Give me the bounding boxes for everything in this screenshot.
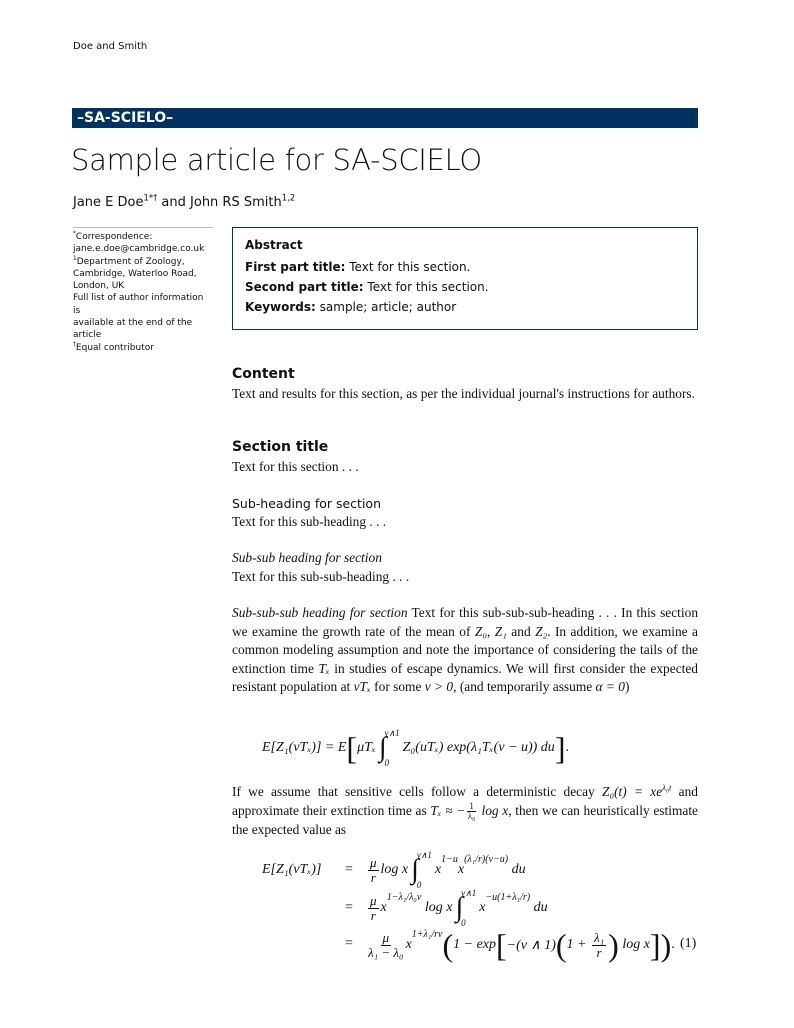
text: for some — [370, 679, 425, 695]
math: ) — [660, 927, 672, 963]
text: , then we can heuristically estimate the expected value as — [232, 802, 698, 838]
math: Z₀(t) = xe — [602, 784, 663, 799]
equation-1 — [262, 726, 569, 770]
note-line: London, UK — [73, 281, 125, 292]
math: ( — [555, 927, 567, 963]
note-mark: † — [73, 341, 76, 348]
author-2: John RS Smith — [190, 195, 282, 210]
abstract-text: Text for this section. — [363, 280, 489, 294]
math: r — [596, 944, 602, 960]
equation-number: (1) — [680, 936, 697, 951]
note-line: Correspondence: — [75, 232, 153, 242]
upper-limit: v∧1 — [461, 888, 477, 898]
math: . — [671, 937, 675, 952]
math: λ₀t — [662, 782, 672, 793]
math: [ — [346, 730, 358, 766]
math: −(v ∧ 1) — [506, 937, 556, 953]
text: ) — [625, 679, 630, 695]
math: x — [479, 900, 486, 915]
math: α = 0 — [595, 679, 626, 695]
math: μ — [370, 892, 377, 908]
math: r — [370, 907, 376, 923]
math: λ₁ — [594, 929, 605, 945]
math: Tₓ ≈ − — [430, 802, 466, 818]
equals: = — [345, 936, 353, 951]
math: log x — [421, 900, 453, 915]
abstract-heading: Abstract — [245, 238, 303, 252]
running-head: Doe and Smith — [73, 41, 148, 52]
text: , — [486, 623, 495, 639]
math: Tₓ — [318, 660, 330, 676]
math: r — [370, 869, 376, 885]
math: vTₓ — [353, 679, 371, 695]
math: μTₓ — [357, 740, 376, 755]
math: 1 − exp — [453, 937, 496, 952]
text: . In addition, we examine a common modeling assumption and note the importance of considering the tails of the extinction time — [232, 623, 698, 676]
math: du — [508, 862, 526, 877]
exponent: −u(1+λ₁/r) — [485, 892, 531, 903]
note-mark: * — [73, 231, 76, 237]
math: Z₀ — [474, 623, 487, 639]
math: 1 — [469, 801, 474, 812]
lower-limit: 0 — [416, 880, 422, 890]
paragraph: Text and results for this section, as per the individual journal's instructions for authors. — [232, 386, 695, 401]
text: and — [506, 623, 536, 639]
exponent: 1−λ₁/λ₀v — [386, 892, 422, 903]
subsubsection-heading: Sub-sub heading for section — [232, 550, 382, 565]
abstract-text: Text for this section. — [345, 260, 471, 274]
author-1-affil: 1*† — [143, 192, 158, 203]
math: ] — [649, 927, 661, 963]
math: log x — [380, 862, 409, 877]
math: v > 0 — [424, 679, 454, 695]
and: and — [157, 195, 191, 210]
note-line: Equal contributor — [75, 342, 154, 353]
math: ) — [608, 927, 619, 963]
paragraph: Text for this section . . . — [232, 459, 359, 474]
text: Text for this sub-sub-sub-heading . . . In this section we examine the growth rate of the mean of — [232, 605, 699, 639]
math: λ₁ − λ₀ — [368, 944, 404, 960]
math: μ — [382, 929, 390, 945]
integral-sign: ∫ — [378, 732, 387, 763]
integral — [379, 728, 400, 768]
equation-2-lhs: E[Z₁(vTₓ)] — [262, 862, 322, 877]
upper-limit: v∧1 — [416, 850, 432, 860]
note-line: Full list of author information is — [73, 293, 204, 316]
keywords: sample; article; author — [315, 300, 457, 314]
section-heading: Section title — [232, 439, 329, 455]
text: in studies of escape dynamics. We will first consider the expected resistant population at — [232, 660, 698, 695]
equation-2-row-3 — [366, 923, 675, 967]
note-line: Cambridge, Waterloo Road, — [73, 268, 197, 279]
math: x — [380, 900, 387, 915]
abstract-box — [232, 227, 698, 330]
paragraph: Text for this sub-heading . . . — [232, 514, 387, 529]
math: E[Z₁(vTₓ)] = E — [262, 740, 347, 755]
text: and approximate their extinction time as — [232, 784, 698, 818]
keywords-label: Keywords: — [245, 300, 316, 314]
subsubsubsection-heading: Sub-sub-sub heading for section — [232, 605, 408, 620]
math: μ — [370, 854, 377, 870]
math: x — [457, 862, 465, 877]
exponent: (λ₁/r)(v−u) — [464, 854, 509, 865]
abstract-label: First part title: — [245, 260, 346, 274]
math: Z₁ — [494, 623, 507, 639]
author-1: Jane E Doe — [73, 195, 144, 210]
authors — [73, 192, 296, 210]
email: jane.e.doe@cambridge.co.uk — [73, 244, 205, 255]
math: ( — [442, 927, 454, 963]
author-notes — [73, 227, 213, 354]
integral-sign: ∫ — [455, 892, 464, 923]
exponent: 1+λ₁/rv — [411, 929, 443, 940]
math: log x — [477, 802, 509, 818]
upper-limit: v∧1 — [384, 728, 400, 738]
section-heading: Content — [232, 366, 295, 382]
note-line: Department of Zoology, — [76, 256, 185, 267]
equals: = — [345, 862, 353, 877]
lower-limit: 0 — [461, 918, 466, 928]
math: x — [405, 937, 412, 952]
math: ] — [554, 730, 566, 766]
exponent: 1−u — [441, 854, 458, 865]
math: . — [565, 740, 569, 755]
paragraph — [232, 783, 698, 840]
article-title: Sample article for SA-SCIELO — [71, 143, 482, 177]
journal-bar: –SA-SCIELO– — [72, 108, 698, 128]
subsection-heading: Sub-heading for section — [232, 496, 381, 511]
math: du — [530, 900, 548, 915]
math: log x — [618, 937, 650, 952]
math: Z₀(uTₓ) exp(λ₁Tₓ(v − u)) du — [402, 740, 555, 755]
text: , (and temporarily assume — [453, 679, 596, 695]
paragraph — [232, 604, 698, 697]
author-2-affil: 1,2 — [281, 192, 296, 203]
text: If we assume that sensitive cells follow a deterministic decay — [232, 784, 602, 799]
note-mark: 1 — [73, 255, 77, 262]
math: Z₂ — [535, 623, 548, 639]
integral-sign: ∫ — [411, 854, 419, 885]
lower-limit: 0 — [384, 758, 390, 768]
paragraph: Text for this sub-sub-heading . . . — [232, 569, 410, 584]
math: [ — [496, 927, 507, 963]
math: x — [434, 862, 442, 877]
note-line: available at the end of the article — [73, 318, 193, 341]
equals: = — [345, 900, 353, 915]
math: λ₀ — [467, 811, 476, 822]
math: 1 + — [566, 937, 590, 952]
abstract-label: Second part title: — [245, 280, 364, 294]
